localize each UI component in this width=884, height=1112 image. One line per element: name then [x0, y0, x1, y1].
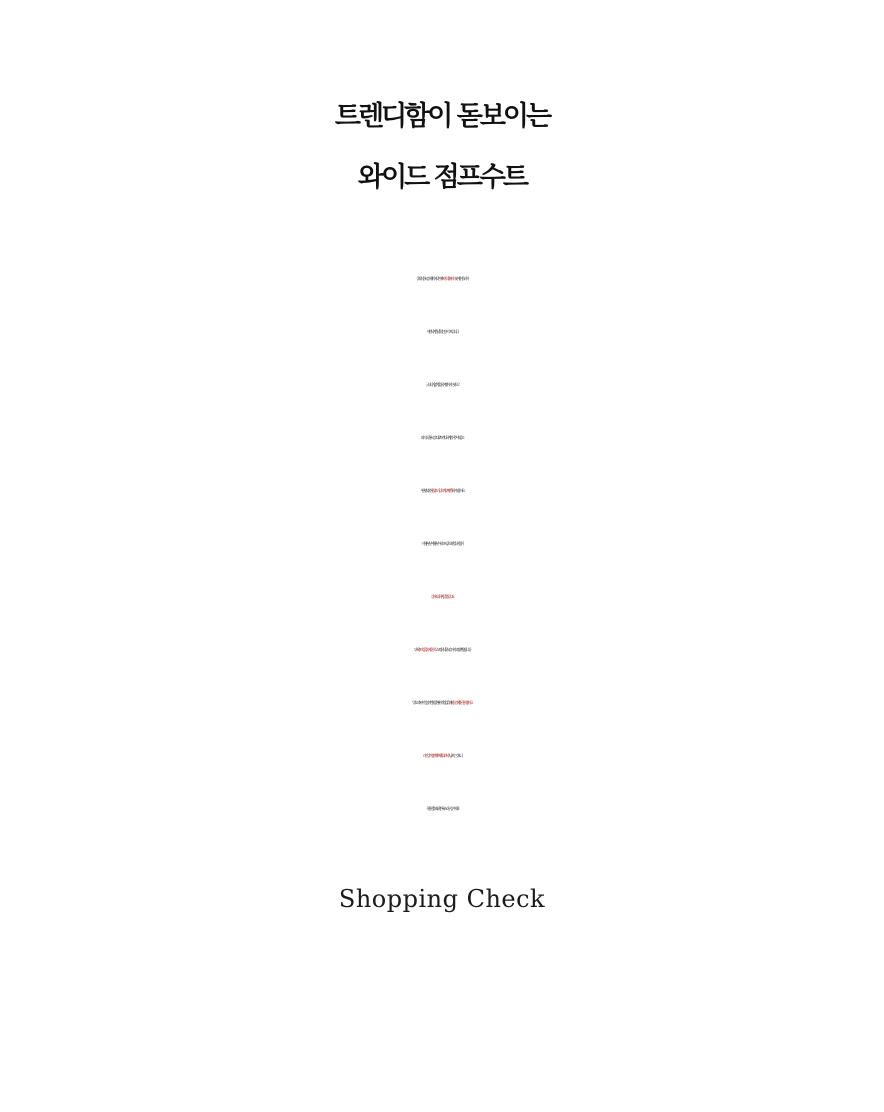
description-line — [0, 623, 884, 676]
description-text: 그냥보는것보다 — [447, 753, 462, 758]
description-text: 뒤에 — [413, 647, 418, 652]
description-line — [0, 464, 884, 517]
highlighted-text: 라인감이 정말 예쁘게 잘 나와서 — [422, 753, 448, 758]
description-text: 별도의 스판끼는 없지만 할랑한 핏이라 입었을때 — [412, 700, 451, 705]
highlighted-text: 롤업 스타일로 귀엽게 연출 — [430, 488, 452, 493]
highlighted-text: 트렌디한 와이드 핏 — [440, 276, 457, 281]
notice-line — [0, 992, 884, 1024]
shopping-check-title: Shopping Check — [338, 885, 546, 913]
description-text: 어깨 끈 부분이 뒷 부분 까지 스트링으로 연결되어 있어 — [421, 541, 463, 546]
description-text: 와이드한 통 느낌 그대로 트렌디하게 입어주셔도 좋고 — [420, 435, 464, 440]
description-line — [0, 570, 884, 623]
page-title-line-1: 트렌디함이 돋보이는 — [334, 101, 550, 133]
description-text: 이 잘 어울러져 — [456, 276, 468, 281]
description-text: 클래식한 느낌의 베이지 코튼에 — [416, 276, 441, 281]
description-text: 고정하니 뒷모습까지도 정말 귀엽답니다 — [437, 647, 471, 652]
description-text: 하셔도 좋아요 — [451, 488, 464, 493]
highlighted-text: 활동감에 불편함이 없어요 — [450, 700, 472, 705]
description-line — [0, 676, 884, 729]
description-line — [0, 252, 884, 305]
highlighted-text: 길이 조절하여 입을 수 있고요 — [430, 594, 454, 599]
notice-line — [0, 960, 884, 992]
shopping-check-notice — [0, 928, 884, 1024]
notice-line — [0, 928, 884, 960]
product-description — [0, 252, 884, 835]
description-line — [0, 305, 884, 358]
description-line — [0, 782, 884, 835]
description-line — [0, 411, 884, 464]
description-line — [0, 358, 884, 411]
highlighted-text: 스트링을 묶어 리본으로 — [417, 647, 438, 652]
page-title-line-2: 와이드 점프수트 — [358, 162, 526, 194]
description-text: 착용했을때 더욱 만족스러우실거예요! — [426, 806, 458, 811]
description-text: 두 단 정도 접어 — [420, 488, 431, 493]
description-line — [0, 729, 884, 782]
description-line — [0, 517, 884, 570]
description-text: 군더더기 없이 깔끔하게 떨어지는 핏으로 — [425, 382, 459, 387]
description-text: 세련되게 만날 수 있는 점프수트랍니다 — [426, 329, 458, 334]
